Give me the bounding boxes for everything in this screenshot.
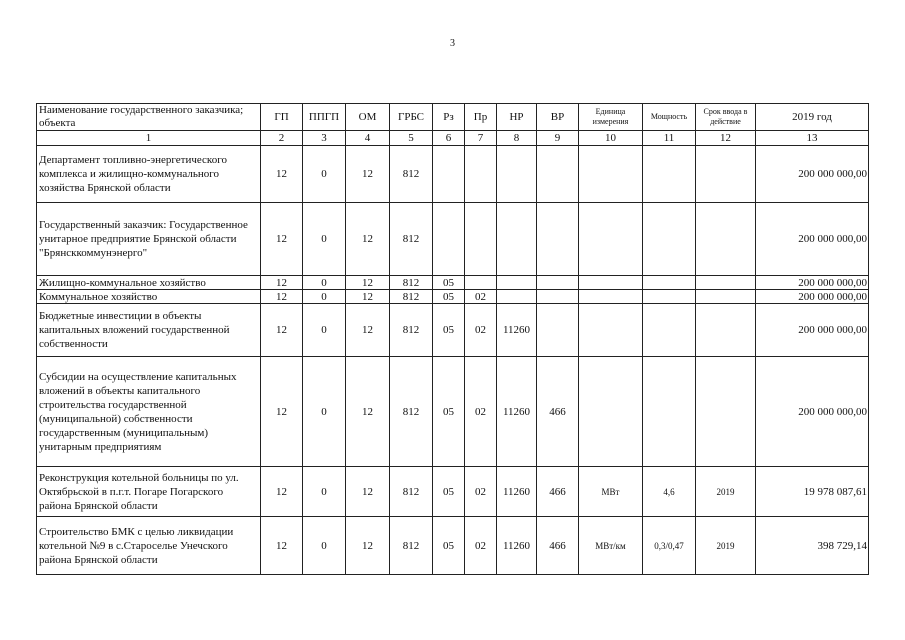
column-number-row: [37, 131, 869, 146]
column-number: 12: [696, 131, 756, 146]
cell-term: [696, 276, 756, 290]
cell-name: Коммунальное хозяйство: [37, 290, 261, 304]
cell-capacity: [643, 146, 696, 203]
cell-grbs: 812: [390, 467, 433, 517]
budget-table: [36, 103, 869, 575]
cell-vr: 466: [537, 517, 579, 575]
cell-gp: 12: [261, 290, 303, 304]
cell-term: 2019: [696, 517, 756, 575]
cell-ppgp: 0: [303, 276, 346, 290]
header-year: 2019 год: [756, 104, 869, 131]
cell-gp: 12: [261, 304, 303, 357]
cell-unit: МВт/км: [579, 517, 643, 575]
cell-gp: 12: [261, 146, 303, 203]
cell-nr: 11260: [497, 517, 537, 575]
cell-amount: 200 000 000,00: [756, 203, 869, 276]
cell-term: [696, 290, 756, 304]
cell-rz: 05: [433, 276, 465, 290]
cell-gp: 12: [261, 467, 303, 517]
column-number: 11: [643, 131, 696, 146]
cell-unit: [579, 304, 643, 357]
cell-vr: [537, 304, 579, 357]
cell-nr: [497, 146, 537, 203]
cell-name: Реконструкция котельной больницы по ул. Октябрьской в п.г.т. Погаре Погарского района Брянской области: [37, 467, 261, 517]
header-name: Наименование государственного заказчика; объекта: [37, 104, 261, 131]
cell-name: Бюджетные инвестиции в объекты капитальных вложений государственной собственности: [37, 304, 261, 357]
cell-term: [696, 357, 756, 467]
cell-ppgp: 0: [303, 203, 346, 276]
cell-ppgp: 0: [303, 290, 346, 304]
cell-grbs: 812: [390, 517, 433, 575]
cell-nr: [497, 203, 537, 276]
column-number: 5: [390, 131, 433, 146]
cell-amount: 398 729,14: [756, 517, 869, 575]
cell-rz: [433, 146, 465, 203]
header-rz: Рз: [433, 104, 465, 131]
cell-ppgp: 0: [303, 304, 346, 357]
column-number: 9: [537, 131, 579, 146]
column-number: 6: [433, 131, 465, 146]
cell-pr: 02: [465, 290, 497, 304]
cell-amount: 200 000 000,00: [756, 290, 869, 304]
page-number: 3: [450, 38, 455, 49]
cell-grbs: 812: [390, 146, 433, 203]
cell-unit: [579, 276, 643, 290]
cell-nr: 11260: [497, 304, 537, 357]
cell-vr: [537, 146, 579, 203]
cell-ppgp: 0: [303, 517, 346, 575]
table-row: [37, 357, 869, 467]
cell-name: Жилищно-коммунальное хозяйство: [37, 276, 261, 290]
cell-rz: 05: [433, 304, 465, 357]
cell-amount: 200 000 000,00: [756, 276, 869, 290]
cell-ppgp: 0: [303, 357, 346, 467]
cell-om: 12: [346, 467, 390, 517]
cell-om: 12: [346, 146, 390, 203]
cell-amount: 200 000 000,00: [756, 304, 869, 357]
cell-amount: 200 000 000,00: [756, 357, 869, 467]
cell-rz: 05: [433, 357, 465, 467]
cell-capacity: 4,6: [643, 467, 696, 517]
cell-unit: [579, 146, 643, 203]
cell-pr: 02: [465, 517, 497, 575]
cell-capacity: [643, 290, 696, 304]
column-number: 13: [756, 131, 869, 146]
cell-ppgp: 0: [303, 467, 346, 517]
cell-term: [696, 304, 756, 357]
header-om: ОМ: [346, 104, 390, 131]
cell-vr: 466: [537, 357, 579, 467]
column-number: 10: [579, 131, 643, 146]
cell-term: [696, 203, 756, 276]
column-number: 1: [37, 131, 261, 146]
cell-pr: 02: [465, 467, 497, 517]
cell-pr: 02: [465, 304, 497, 357]
cell-nr: 11260: [497, 467, 537, 517]
cell-name: Департамент топливно-энергетического комплекса и жилищно-коммунального хозяйства Брянской области: [37, 146, 261, 203]
cell-pr: 02: [465, 357, 497, 467]
header-term: Срок ввода в действие: [696, 104, 756, 131]
cell-rz: 05: [433, 517, 465, 575]
cell-nr: 11260: [497, 357, 537, 467]
cell-nr: [497, 290, 537, 304]
cell-unit: МВт: [579, 467, 643, 517]
cell-rz: 05: [433, 467, 465, 517]
header-nr: НР: [497, 104, 537, 131]
table-row: [37, 467, 869, 517]
cell-vr: [537, 290, 579, 304]
cell-om: 12: [346, 290, 390, 304]
column-number: 7: [465, 131, 497, 146]
cell-capacity: 0,3/0,47: [643, 517, 696, 575]
column-number: 3: [303, 131, 346, 146]
column-number: 8: [497, 131, 537, 146]
cell-pr: [465, 276, 497, 290]
header-ppgp: ППГП: [303, 104, 346, 131]
table-row: [37, 276, 869, 290]
cell-name: Государственный заказчик: Государственное унитарное предприятие Брянской области "Брянсккоммунэнерго": [37, 203, 261, 276]
cell-rz: [433, 203, 465, 276]
cell-rz: 05: [433, 290, 465, 304]
cell-capacity: [643, 357, 696, 467]
header-pr: Пр: [465, 104, 497, 131]
cell-om: 12: [346, 357, 390, 467]
header-unit: Единица измерения: [579, 104, 643, 131]
cell-om: 12: [346, 276, 390, 290]
cell-grbs: 812: [390, 276, 433, 290]
cell-amount: 19 978 087,61: [756, 467, 869, 517]
table-row: [37, 146, 869, 203]
cell-capacity: [643, 203, 696, 276]
cell-om: 12: [346, 304, 390, 357]
cell-grbs: 812: [390, 290, 433, 304]
header-row: [37, 104, 869, 131]
table-row: [37, 203, 869, 276]
table-row: [37, 517, 869, 575]
cell-unit: [579, 290, 643, 304]
cell-vr: [537, 276, 579, 290]
cell-grbs: 812: [390, 304, 433, 357]
cell-vr: [537, 203, 579, 276]
cell-gp: 12: [261, 517, 303, 575]
cell-vr: 466: [537, 467, 579, 517]
header-gp: ГП: [261, 104, 303, 131]
cell-term: [696, 146, 756, 203]
cell-term: 2019: [696, 467, 756, 517]
cell-unit: [579, 357, 643, 467]
cell-om: 12: [346, 203, 390, 276]
cell-pr: [465, 203, 497, 276]
cell-name: Строительство БМК с целью ликвидации котельной №9 в с.Староселье Унечского района Брянской области: [37, 517, 261, 575]
cell-nr: [497, 276, 537, 290]
table-row: [37, 290, 869, 304]
cell-gp: 12: [261, 276, 303, 290]
cell-unit: [579, 203, 643, 276]
cell-amount: 200 000 000,00: [756, 146, 869, 203]
cell-gp: 12: [261, 357, 303, 467]
cell-pr: [465, 146, 497, 203]
cell-grbs: 812: [390, 203, 433, 276]
cell-gp: 12: [261, 203, 303, 276]
cell-capacity: [643, 304, 696, 357]
header-capacity: Мощность: [643, 104, 696, 131]
cell-grbs: 812: [390, 357, 433, 467]
column-number: 4: [346, 131, 390, 146]
header-vr: ВР: [537, 104, 579, 131]
header-grbs: ГРБС: [390, 104, 433, 131]
cell-ppgp: 0: [303, 146, 346, 203]
column-number: 2: [261, 131, 303, 146]
cell-om: 12: [346, 517, 390, 575]
table-row: [37, 304, 869, 357]
cell-name: Субсидии на осуществление капитальных вложений в объекты капитального строительства государственной (муниципальной) собственности государственным (муниципальным) унитарным предприятиям: [37, 357, 261, 467]
cell-capacity: [643, 276, 696, 290]
